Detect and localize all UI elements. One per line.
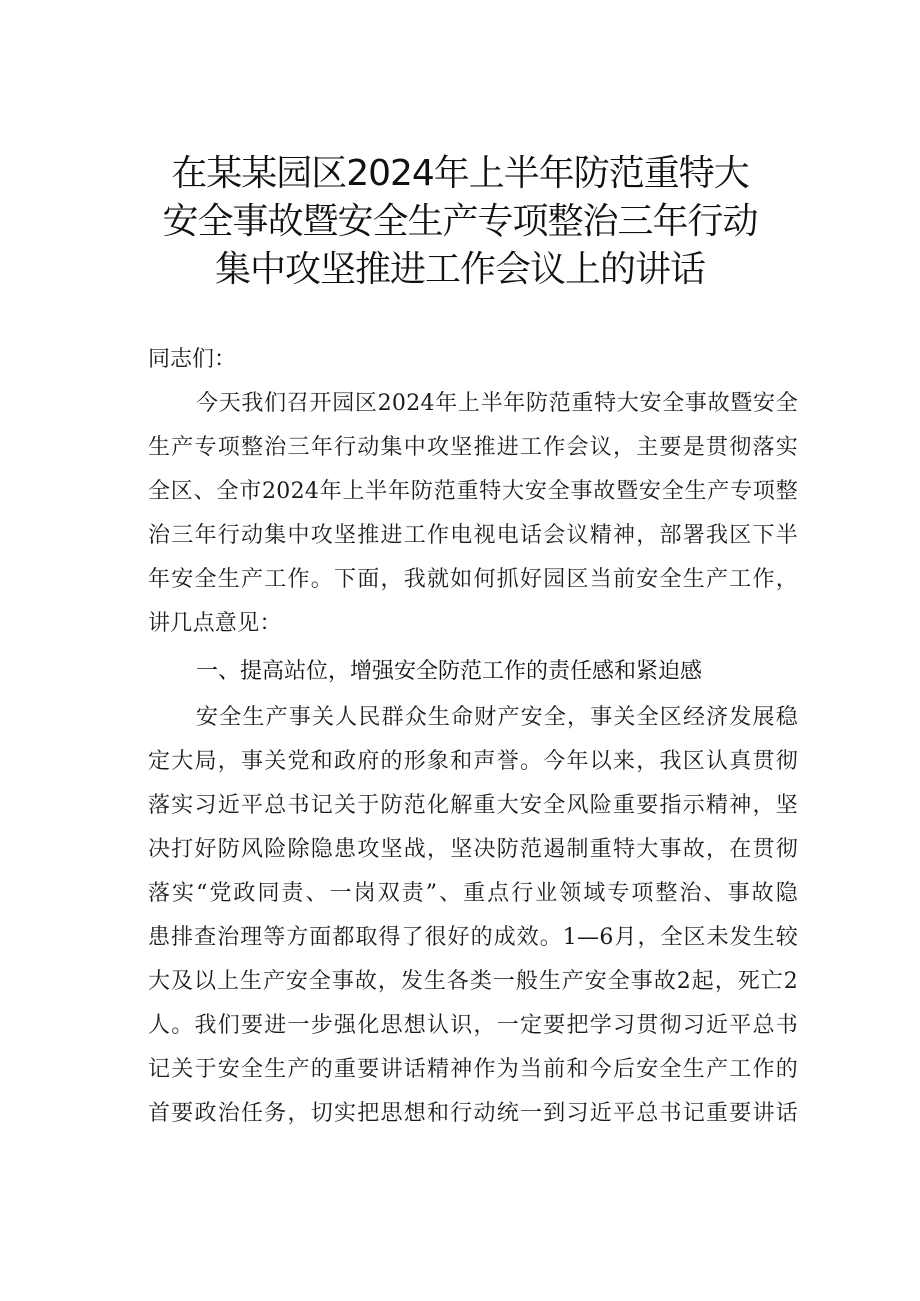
paragraph-line: 人。我们要进一步强化思想认识，一定要把学习贯彻习近平总书 bbox=[148, 1013, 798, 1038]
document-title bbox=[120, 150, 800, 294]
paragraph-line: 患排查治理等方面都取得了很好的成效。1—6月，全区未发生较 bbox=[148, 925, 798, 950]
paragraph-line: 大及以上生产安全事故，发生各类一般生产安全事故2起，死亡2 bbox=[148, 969, 798, 994]
paragraph-line: 今天我们召开园区2024年上半年防范重特大安全事故暨安全 bbox=[196, 391, 798, 416]
paragraph-line: 生产专项整治三年行动集中攻坚推进工作会议，主要是贯彻落实 bbox=[148, 435, 798, 460]
paragraph-line: 决打好防风险除隐患攻坚战，坚决防范遏制重特大事故，在贯彻 bbox=[148, 837, 798, 862]
salutation: 同志们： bbox=[148, 347, 237, 372]
paragraph-line: 定大局，事关党和政府的形象和声誉。今年以来，我区认真贯彻 bbox=[148, 749, 798, 774]
paragraph-line: 首要政治任务，切实把思想和行动统一到习近平总书记重要讲话 bbox=[148, 1101, 798, 1126]
paragraph-line: 讲几点意见： bbox=[148, 611, 282, 636]
section-heading: 一、提高站位，增强安全防范工作的责任感和紧迫感 bbox=[196, 659, 703, 684]
document-body bbox=[148, 338, 798, 1136]
paragraph-line: 记关于安全生产的重要讲话精神作为当前和今后安全生产工作的 bbox=[148, 1057, 798, 1082]
title-line: 安全事故暨安全生产专项整治三年行动 bbox=[162, 201, 758, 242]
title-line: 集中攻坚推进工作会议上的讲话 bbox=[214, 249, 705, 290]
paragraph-line: 年安全生产工作。下面，我就如何抓好园区当前安全生产工作， bbox=[148, 567, 798, 592]
title-line: 在某某园区2024年上半年防范重特大 bbox=[171, 153, 749, 194]
paragraph-line: 治三年行动集中攻坚推进工作电视电话会议精神，部署我区下半 bbox=[148, 523, 798, 548]
section-1-paragraph bbox=[148, 696, 798, 1136]
intro-paragraph bbox=[148, 382, 798, 646]
paragraph-line: 落实“党政同责、一岗双责”、重点行业领域专项整治、事故隐 bbox=[148, 881, 798, 906]
paragraph-line: 落实习近平总书记关于防范化解重大安全风险重要指示精神，坚 bbox=[148, 793, 798, 818]
paragraph-line: 安全生产事关人民群众生命财产安全，事关全区经济发展稳 bbox=[196, 705, 798, 730]
paragraph-line: 全区、全市2024年上半年防范重特大安全事故暨安全生产专项整 bbox=[148, 479, 798, 504]
